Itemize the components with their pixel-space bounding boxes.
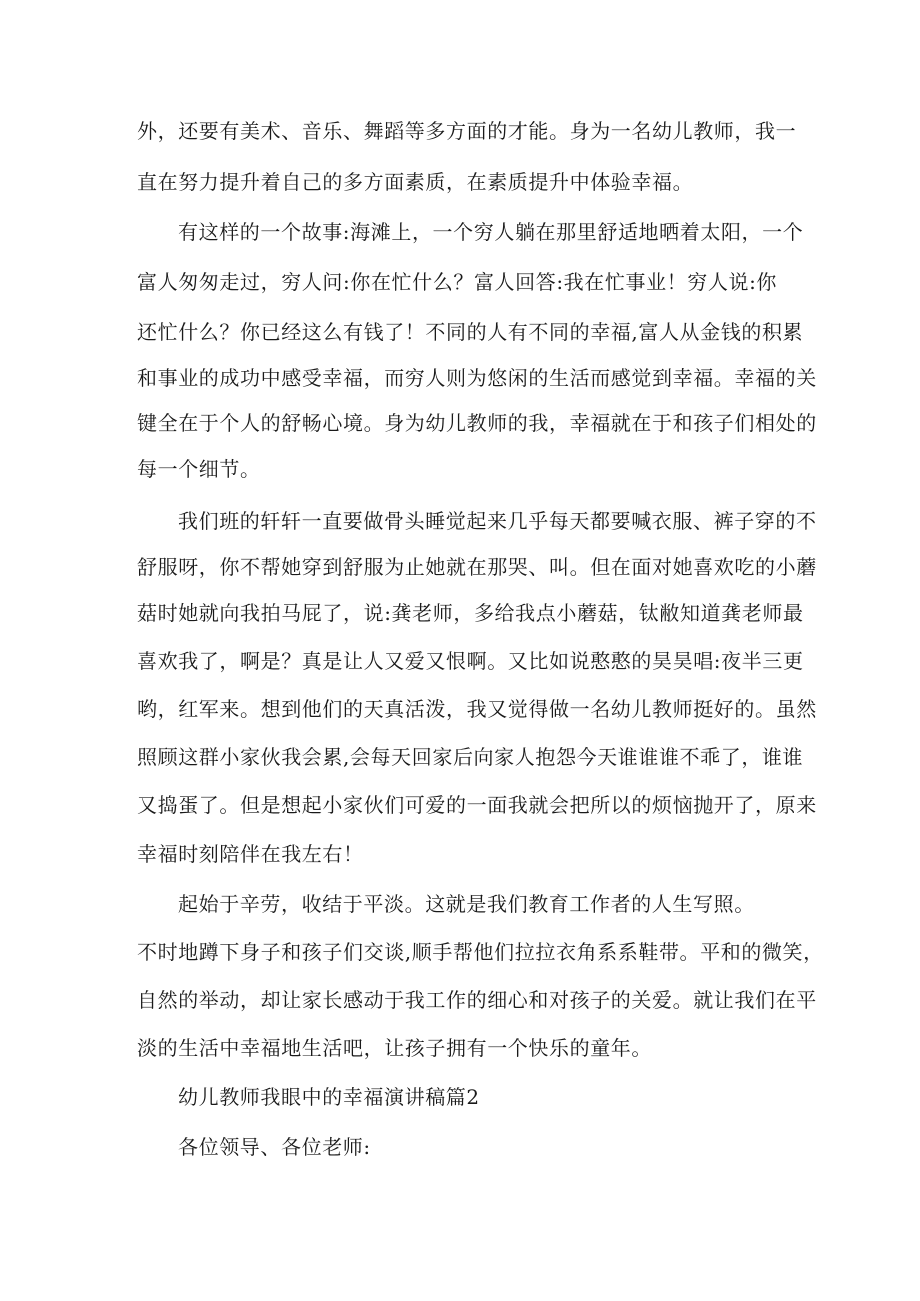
- text-line: 不时地蹲下身子和孩子们交谈,顺手帮他们拉拉衣角系系鞋带。平和的微笑，: [137, 940, 824, 964]
- text-line: 喜欢我了，啊是？真是让人又爱又恨啊。又比如说憨憨的昊昊唱:夜半三更: [137, 649, 804, 673]
- text-line: 键全在于个人的舒畅心境。身为幼儿教师的我，幸福就在于和孩子们相处的: [137, 411, 817, 435]
- salutation-line: 各位领导、各位老师:: [178, 1135, 371, 1159]
- text-line: 淡的生活中幸福地生活吧，让孩子拥有一个快乐的童年。: [137, 1036, 652, 1060]
- text-line: 每一个细节。: [137, 457, 261, 481]
- paragraph-start-line: 我们班的轩轩一直要做骨头睡觉起来几乎每天都要喊衣服、裤子穿的不: [178, 509, 817, 533]
- text-line: 外，还要有美术、音乐、舞蹈等多方面的才能。身为一名幼儿教师，我一: [137, 119, 797, 143]
- text-line: 又捣蛋了。但是想起小家伙们可爱的一面我就会把所以的烦恼抛开了，原来: [137, 793, 817, 817]
- text-line: 幸福时刻陪伴在我左右！: [137, 842, 364, 866]
- text-line: 富人匆匆走过，穷人问:你在忙什么？富人回答:我在忙事业！穷人说:你: [137, 270, 778, 294]
- text-line: 哟，红军来。想到他们的天真活泼，我又觉得做一名幼儿教师挺好的。虽然: [137, 697, 817, 721]
- text-line: 和事业的成功中感受幸福，而穷人则为悠闲的生活而感觉到幸福。幸福的关: [137, 366, 817, 390]
- text-line: 自然的举动，却让家长感动于我工作的细心和对孩子的关爱。就让我们在平: [137, 988, 817, 1012]
- text-line: 直在努力提升着自己的多方面素质，在素质提升中体验幸福。: [137, 170, 694, 194]
- paragraph-start-line: 有这样的一个故事:海滩上，一个穷人躺在那里舒适地晒着太阳，一个: [178, 220, 804, 244]
- text-line: 还忙什么？你已经这么有钱了！不同的人有不同的幸福,富人从金钱的积累: [137, 320, 804, 344]
- section-heading: 幼儿教师我眼中的幸福演讲稿篇2: [178, 1085, 480, 1109]
- paragraph-start-line: 起始于辛劳，收结于平淡。这就是我们教育工作者的人生写照。: [178, 892, 755, 916]
- text-line: 菇时她就向我拍马屁了，说:龚老师，多给我点小蘑菇，钛敝知道龚老师最: [137, 601, 804, 625]
- text-line: 舒服呀，你不帮她穿到舒服为止她就在那哭、叫。但在面对她喜欢吃的小蘑: [137, 555, 817, 579]
- text-line: 照顾这群小家伙我会累,会每天回家后向家人抱怨今天谁谁谁不乖了，谁谁: [137, 745, 804, 769]
